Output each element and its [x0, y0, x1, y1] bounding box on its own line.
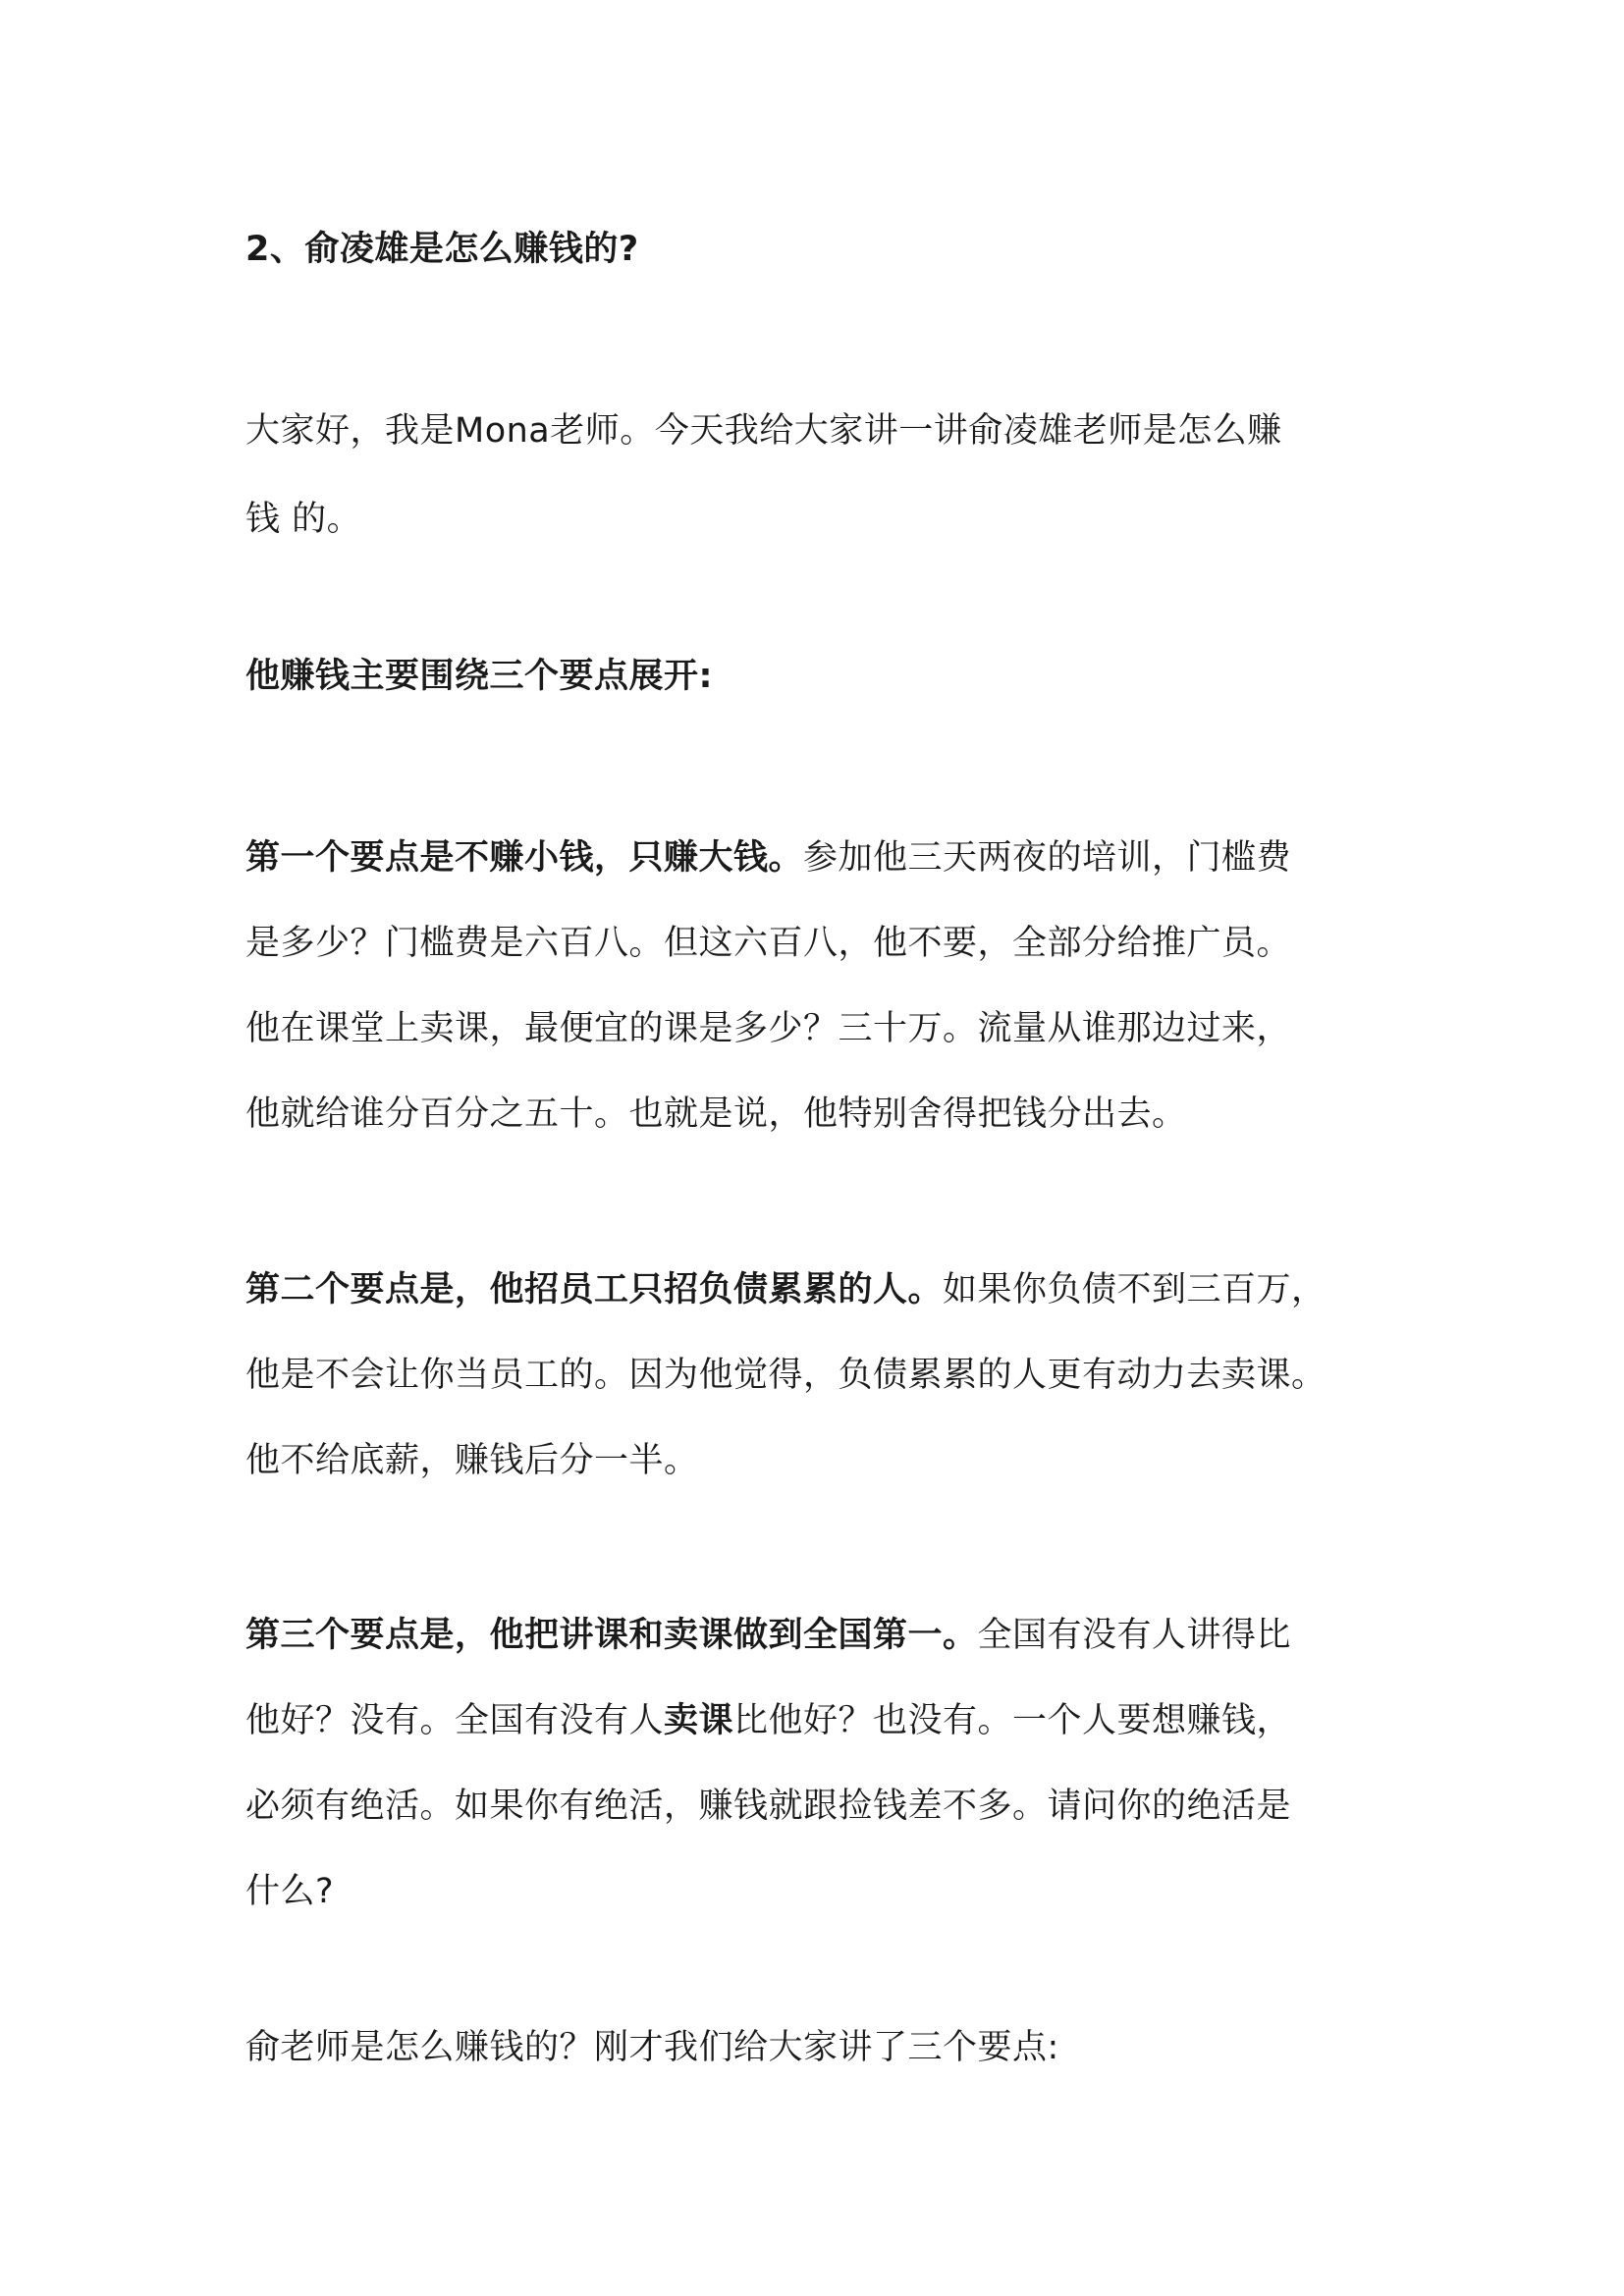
point2-line-2: 他是不会让你当员工的。因为他觉得，负债累累的人更有动力去卖课。	[245, 1356, 1326, 1395]
point2-line-3: 他不给底薪，赚钱后分一半。	[245, 1441, 699, 1480]
point3-lead: 第三个要点是，他把讲课和卖课做到全国第一。	[245, 1616, 978, 1655]
point3-line-2-b: 比他好？也没有。一个人要想赚钱，	[733, 1701, 1292, 1740]
point1-line-3: 他在课堂上卖课，最便宜的课是多少？三十万。流量从谁那边过来，	[245, 1009, 1292, 1048]
point3-line-3: 必须有绝活。如果你有绝活，赚钱就跟捡钱差不多。请问你的绝活是	[245, 1787, 1292, 1826]
summary-line: 俞老师是怎么赚钱的？刚才我们给大家讲了三个要点:	[245, 2028, 1059, 2067]
intro-line-1: 大家好，我是Mona老师。今天我给大家讲一讲俞凌雄老师是怎么赚	[245, 411, 1282, 451]
point1-line-2: 是多少？门槛费是六百八。但这六百八，他不要，全部分给推广员。	[245, 924, 1292, 963]
point3-line-2-a: 他好？没有。全国有没有人	[245, 1701, 665, 1740]
point1-lead: 第一个要点是不赚小钱，只赚大钱。	[245, 838, 804, 878]
point1-line-4: 他就给谁分百分之五十。也就是说，他特别舍得把钱分出去。	[245, 1095, 1187, 1134]
point3-line-1-rest: 全国有没有人讲得比	[977, 1616, 1292, 1655]
point1-line-1	[245, 834, 1404, 881]
section-heading: 2、俞凌雄是怎么赚钱的?	[245, 230, 639, 269]
point2-line-1	[245, 1266, 1404, 1313]
point3-line-2-bold: 卖课	[664, 1701, 734, 1740]
point2-line-1-rest: 如果你负债不到三百万，	[943, 1270, 1326, 1309]
overview-heading: 他赚钱主要围绕三个要点展开:	[245, 657, 713, 696]
point1-line-1-rest: 参加他三天两夜的培训，门槛费	[803, 838, 1292, 878]
point2-lead: 第二个要点是，他招员工只招负债累累的人。	[245, 1270, 944, 1309]
point3-line-4: 什么?	[245, 1872, 335, 1911]
intro-line-2: 钱 的。	[245, 500, 362, 539]
point3-line-1	[245, 1612, 1404, 1659]
point3-line-2	[245, 1697, 1404, 1744]
